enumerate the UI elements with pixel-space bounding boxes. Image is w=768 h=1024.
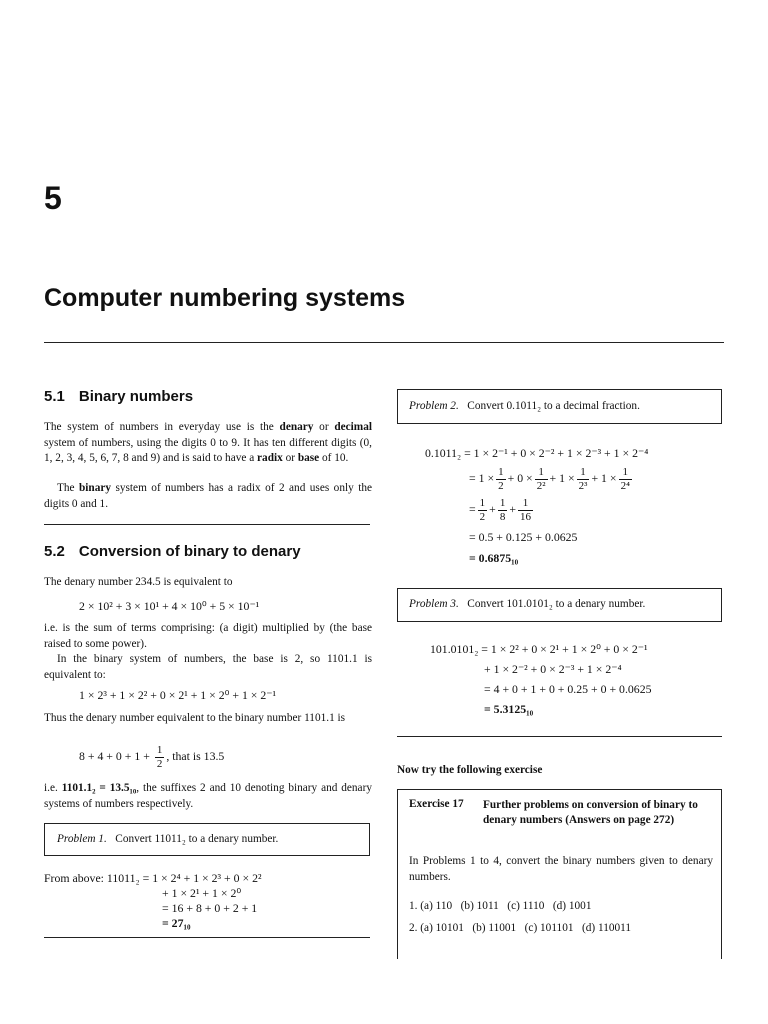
exercise-prompt: Now try the following exercise	[397, 764, 543, 776]
exercise-17-box	[397, 789, 722, 959]
paragraph-denary: The system of numbers in everyday use is the denary or decimal system of numbers, using the digits 0 to 9. It has ten different digits (0, 1, 2, 3, 4, 5, 6, 7, 8 and 9) and is said to have a radix or base of 10.	[44, 421, 372, 465]
intro-line: The denary number 234.5 is equivalent to	[44, 576, 233, 588]
exercise-number: Exercise 17	[409, 798, 464, 810]
term-decimal: decimal	[334, 421, 372, 433]
exercise-question-2: 2. (a) 10101 (b) 11001 (c) 101101 (d) 110011	[409, 922, 632, 934]
problem-1-rule	[44, 937, 370, 938]
problem-3-line-1: 101.0101₂ = 1 × 2² + 0 × 2¹ + 1 × 2⁰ + 0 × 2⁻¹	[430, 642, 648, 656]
fraction-half: $\frac{1}{2}$	[156, 744, 163, 770]
problem-label: Problem 2.	[409, 400, 459, 412]
equation-binary-expansion: 1 × 2³ + 1 × 2² + 0 × 2¹ + 1 × 2⁰ + 1 × 2⁻¹	[79, 688, 277, 702]
paragraph-binary: The binary system of numbers has a radix of 2 and uses only the digits 0 and 1.	[44, 482, 372, 510]
problem-2-line-3: = $\frac{1}{2}$ + $\frac{1}{8}$ + $\frac{1}{16}$	[469, 497, 531, 523]
problem-2-box	[397, 389, 722, 424]
exercise-title: Further problems on conversion of binary to denary numbers (Answers on page 272)	[483, 799, 698, 826]
problem-1-line-2: + 1 × 2¹ + 1 × 2⁰	[162, 886, 242, 900]
problem-3-line-3: = 4 + 0 + 1 + 0 + 0.25 + 0 + 0.0625	[484, 682, 652, 696]
problem-3-result: = 5.3125₁₀	[484, 702, 534, 716]
paragraph-thus: Thus the denary number equivalent to the binary number 1101.1 is	[44, 712, 346, 724]
problem-1-result: = 27₁₀	[162, 916, 191, 930]
problem-statement: Convert 0.1011₂ to a decimal fraction.	[467, 400, 640, 412]
problem-statement: Convert 101.0101₂ to a denary number.	[467, 598, 646, 610]
paragraph-base-two: In the binary system of numbers, the base is 2, so 1101.1 is equivalent to:	[44, 653, 372, 681]
term-binary: binary	[79, 482, 112, 494]
problem-1-line-3: = 16 + 8 + 0 + 2 + 1	[162, 901, 258, 915]
exercise-intro: In Problems 1 to 4, convert the binary numbers given to denary numbers.	[409, 855, 713, 883]
section-heading-5-2	[44, 543, 301, 560]
equation-sum-result: 8 + 4 + 0 + 1 + $\frac{1}{2}$ , that is 13.5	[79, 744, 225, 770]
section-title: Conversion of binary to denary	[78, 543, 301, 560]
term-denary: denary	[279, 421, 314, 433]
problem-statement: Convert 11011₂ to a denary number.	[115, 833, 279, 845]
term-radix: radix	[257, 452, 283, 465]
problem-label: Problem 3.	[409, 598, 459, 610]
problem-2-line-2: = 1 × $\frac{1}{2}$ + 0 × $\frac{1}{\text{2²}}$ + 1 × $\frac{1}{\text{2³}}$ + 1 × $\frac{1}{\text{2⁴}}$	[469, 466, 630, 492]
section-heading-5-1	[44, 388, 193, 405]
chapter-number: 5	[44, 180, 62, 216]
section-title: Binary numbers	[78, 388, 194, 405]
title-rule	[44, 342, 724, 343]
result-highlight: 1101.1₂ = 13.5₁₀	[61, 782, 137, 794]
chapter-title: Computer numbering systems	[44, 284, 406, 312]
problem-3-line-2: + 1 × 2⁻² + 0 × 2⁻³ + 1 × 2⁻⁴	[484, 662, 622, 676]
problem-2-result: = 0.6875₁₀	[469, 551, 519, 565]
paragraph-suffixes: i.e. 1101.1₂ = 13.5₁₀, the suffixes 2 and 10 denoting binary and denary systems of numbers respectively.	[44, 782, 372, 810]
section-rule	[44, 524, 370, 525]
problem-2-line-4: = 0.5 + 0.125 + 0.0625	[469, 530, 578, 544]
paragraph-sum-terms: i.e. is the sum of terms comprising: (a digit) multiplied by (the base raised to some power).	[44, 622, 372, 650]
exercise-question-1: 1. (a) 110 (b) 1011 (c) 1110 (d) 1001	[409, 900, 592, 912]
problem-label: Problem 1.	[57, 833, 107, 845]
problem-3-box	[397, 588, 722, 622]
problem-1-line-1: From above: 11011₂ = 1 × 2⁴ + 1 × 2³ + 0 × 2²	[44, 871, 262, 885]
problem-3-rule	[397, 736, 722, 737]
section-number: 5.2	[44, 543, 65, 560]
term-base: base	[297, 452, 320, 465]
problem-2-line-1: 0.1011₂ = 1 × 2⁻¹ + 0 × 2⁻² + 1 × 2⁻³ + 1 × 2⁻⁴	[425, 446, 649, 460]
equation-denary-expansion: 2 × 10² + 3 × 10¹ + 4 × 10⁰ + 5 × 10⁻¹	[79, 599, 260, 613]
problem-1-box	[44, 823, 370, 856]
section-number: 5.1	[44, 388, 65, 405]
